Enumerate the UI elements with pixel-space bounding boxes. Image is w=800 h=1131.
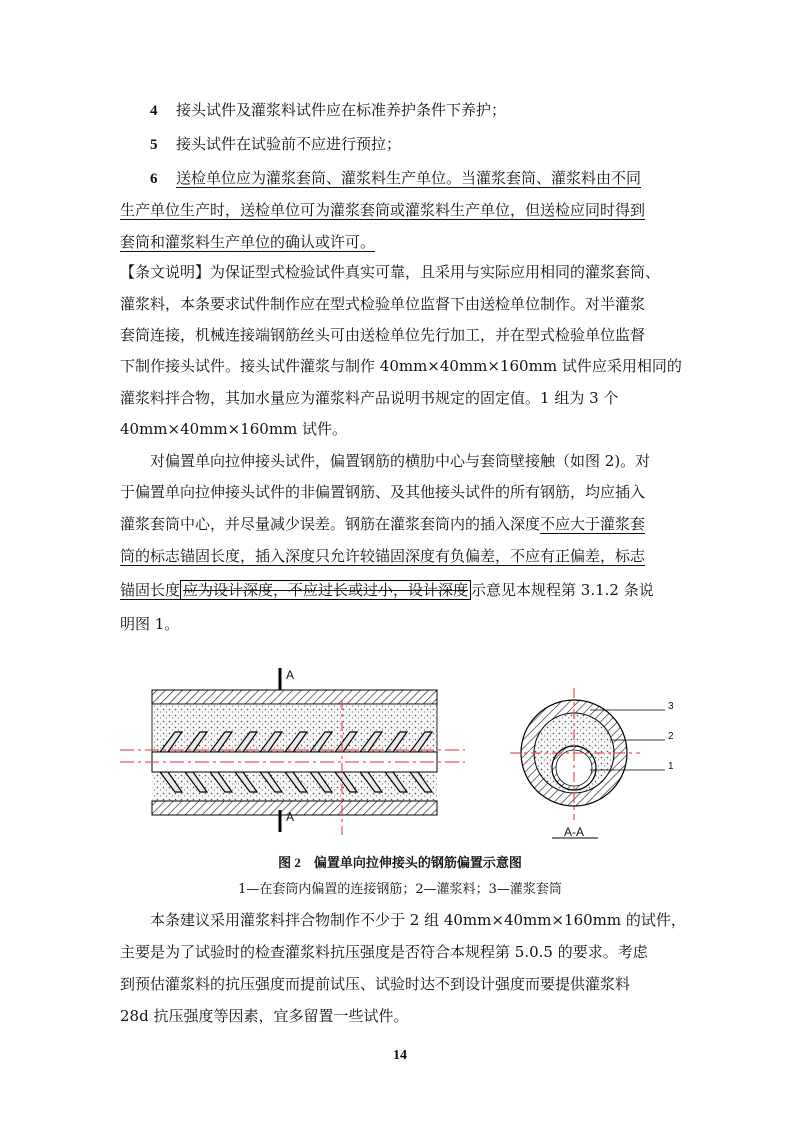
- clause-6: [120, 168, 686, 189]
- explanation-line: 40mm×40mm×160mm 试件。: [120, 420, 348, 438]
- para2-text: 灌浆套筒中心，并尽量减少误差。钢筋在灌浆套筒内的插入深度: [120, 515, 541, 533]
- para3-line: 到预估灌浆料的抗压强度而提前试压、试验时达不到设计强度而要提供灌浆料: [120, 975, 631, 993]
- para2-line-6: 明图 1。: [120, 615, 180, 633]
- sleeve-wall-bottom: [152, 801, 437, 815]
- clause-6-line-3: 套筒和灌浆料生产单位的确认或许可。: [120, 233, 376, 251]
- para3-line: 主要是为了试验时的检查灌浆料抗压强度是否符合本规程第 5.0.5 的要求。考虑: [120, 943, 648, 961]
- para2-text: 示意见本规程第 3.1.2 条说: [471, 581, 654, 599]
- para2-line-5: [120, 580, 686, 600]
- para3-line: 本条建议采用灌浆料拌合物制作不少于 2 组 40mm×40mm×160mm 的试件，: [150, 911, 686, 929]
- section-label-bottom: A: [286, 810, 295, 824]
- figure-title: 图 2 偏置单向拉伸接头的钢筋偏置示意图: [278, 855, 522, 870]
- clause-5: [120, 134, 686, 155]
- clause-text: 接头试件在试验前不应进行预拉；: [176, 135, 402, 153]
- section-label-top: A: [286, 668, 295, 682]
- explanation-line: 套筒连接，机械连接端钢筋丝头可由送检单位先行加工，并在型式检验单位监督: [120, 326, 646, 344]
- callout-3: 3: [668, 701, 674, 712]
- page-number: 14: [393, 1048, 407, 1063]
- rebar-core: [152, 752, 437, 772]
- figure-2-diagram: [0, 660, 800, 860]
- clause-number: 6: [150, 171, 158, 187]
- para2-line-3: [120, 514, 686, 534]
- para2-line-2: 于偏置单向拉伸接头试件的非偏置钢筋、及其他接头试件的所有钢筋，均应插入: [120, 483, 646, 501]
- clause-text: 送检单位应为灌浆套筒、灌浆料生产单位。当灌浆套筒、灌浆料由不同: [176, 169, 642, 187]
- callout-2: 2: [668, 731, 674, 742]
- explanation-line: 灌浆料拌合物，其加水量应为灌浆料产品说明书规定的固定值。1 组为 3 个: [120, 389, 619, 407]
- para2-line-4: 筒的标志锚固长度，插入深度只允许较锚固深度有负偏差，不应有正偏差，标志: [120, 547, 646, 565]
- clause-text: 接头试件及灌浆料试件应在标准养护条件下养护；: [176, 101, 507, 119]
- boxed-strikethrough-text: 应为设计深度，不应过长或过小，设计深度: [180, 580, 471, 600]
- para2-line-1: 对偏置单向拉伸接头试件，偏置钢筋的横肋中心与套筒壁接触（如图 2)。对: [150, 452, 651, 470]
- explanation-line: 【条文说明】为保证型式检验试件真实可靠，且采用与实际应用相同的灌浆套筒、: [120, 263, 661, 281]
- clause-6-line-2: 生产单位生产时，送检单位可为灌浆套筒或灌浆料生产单位，但送检应同时得到: [120, 201, 646, 219]
- section-name: A-A: [564, 825, 585, 839]
- para2-underlined: 锚固长度: [120, 581, 181, 599]
- callout-1: 1: [668, 761, 674, 772]
- explanation-line: 下制作接头试件。接头试件灌浆与制作 40mm×40mm×160mm 试件应采用相同的: [120, 357, 682, 375]
- clause-number: 5: [150, 137, 158, 153]
- sleeve-wall-top: [152, 690, 437, 704]
- explanation-line: 灌浆料，本条要求试件制作应在型式检验单位监督下由送检单位制作。对半灌浆: [120, 295, 646, 313]
- para3-line: 28d 抗压强度等因素，宜多留置一些试件。: [120, 1007, 409, 1025]
- clause-4: [120, 100, 686, 121]
- cross-section-a-a: [510, 688, 665, 838]
- clause-number: 4: [150, 103, 158, 119]
- para2-underlined: 不应大于灌浆套: [540, 515, 646, 533]
- figure-legend: 1—在套筒内偏置的连接钢筋；2—灌浆料；3—灌浆套筒: [238, 882, 562, 897]
